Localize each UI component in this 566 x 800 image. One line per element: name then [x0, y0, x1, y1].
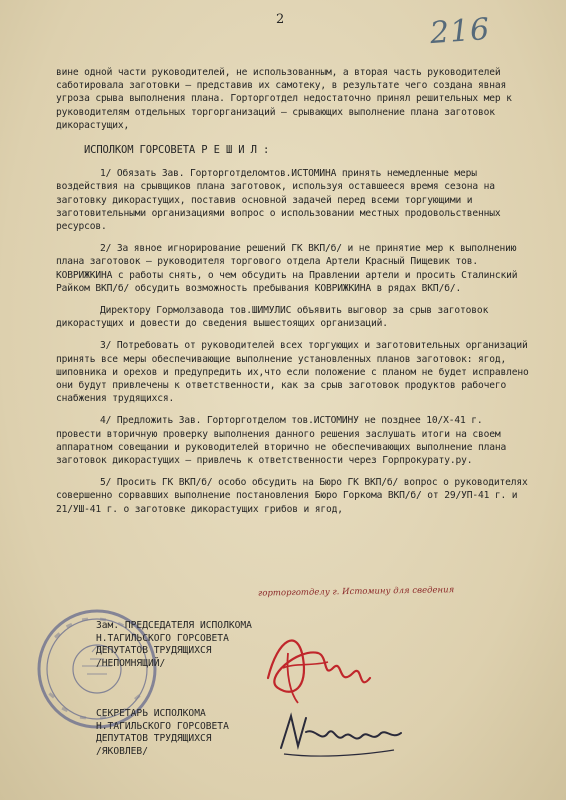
- chair-title-line3: ДЕПУТАТОВ ТРУДЯЩИХСЯ: [96, 645, 212, 656]
- handwritten-note: горторготделу г. Истомину для сведения: [257, 585, 455, 599]
- secretary-title-line2: Н.ТАГИЛЬСКОГО ГОРСОВЕТА: [96, 720, 229, 732]
- secretary-title-line3: ДЕПУТАТОВ ТРУДЯЩИХСЯ: [96, 733, 212, 744]
- intro-paragraph: вине одной части руководителей, не использованным, а вторая часть руководителей саботировала заготовки – представив их самотеку, в результате чего создана явная угроза срыва выполнения плана. Горторготдел недостаточно принял решительных мер к руководителям отдельных торгорганизаций – срывающих выполнение плана заготовок дикорастущих,: [56, 67, 512, 131]
- resolution-heading: ИСПОЛКОМ ГОРСОВЕТА Р Е Ш И Л :: [84, 144, 270, 157]
- item-5: 5/ Просить ГК ВКП/б/ особо обсудить на Бюро ГК ВКП/б/ вопрос о руководителях совершенно сорвавших выполнение постановления Бюро Горкома ВКП/б/ от 29/УП-41 г. и 21/УШ-41 г. о заготовке дикорастущих грибов и ягод,: [56, 477, 528, 515]
- secretary-name: /ЯКОВЛЕВ/: [96, 745, 148, 757]
- secretary-signature-block: [96, 708, 229, 758]
- item-2b: Директору Гормолзавода тов.ШИМУЛИС объявить выговор за срыв заготовок дикорастущих и довести до сведения вышестоящих организаций.: [56, 305, 489, 330]
- item-4: 4/ Предложить Зав. Горторготделом тов.ИСТОМИНУ не позднее 10/X-41 г. провести вторичную проверку выполнения данного решения заслушать итоги на своем аппаратном совещании и руководителей вторично не обеспечивающих выполнение плана заготовок дикорастущих – привлечь к ответственности через Горпрокурату.ру.: [56, 415, 507, 467]
- item-3: 3/ Потребовать от руководителей всех торгующих и заготовительных организаций принять все меры обеспечивающие выполнение установленных планов заготовок: ягод, шиповника и орехов и предупредить их,что если положение с планом не будет исправлено они будут привлечены к ответственности, как за срыв заготовок продуктов рабочего снабжения трудящихся.: [56, 340, 529, 405]
- secretary-title-line1: СЕКРЕТАРЬ ИСПОЛКОМА: [96, 708, 206, 719]
- document-body: [56, 66, 531, 516]
- item-1: 1/ Обязать Зав. Горторготделомтов.ИСТОМИНА принять немедленные меры воздействия на срывщиков плана заготовок, используя оставшееся время сезона на заготовку дикорастущих, поставив основной задачей перед всеми торгующими и заготовительными организациями вопрос о использовании местных продовольственных ресурсов.: [56, 168, 501, 233]
- chair-name: /НЕПОМНЯЩИЙ/: [96, 657, 166, 669]
- chair-title-line1: Зам. ПРЕДСЕДАТЕЛЯ ИСПОЛКОМА: [96, 620, 252, 631]
- chair-signature-block: [96, 620, 252, 670]
- item-2: 2/ За явное игнорирование решений ГК ВКП/б/ и не принятие мер к выполнению плана заготовок – руководителя торгового отдела Артели Красный Пищевик тов. КОВРИЖКИНА с работы снять, о чем обсудить на Правлении артели и просить Сталинский Райком ВКП/б/ обсудить возможность пребывания КОВРИЖКИНА в рядах ВКП/б/.: [56, 243, 518, 294]
- folio-number: 216: [428, 11, 492, 52]
- secretary-signature: [276, 698, 406, 768]
- page-number: 2: [276, 12, 285, 27]
- chair-title-line2: Н.ТАГИЛЬСКОГО ГОРСОВЕТА: [96, 632, 229, 644]
